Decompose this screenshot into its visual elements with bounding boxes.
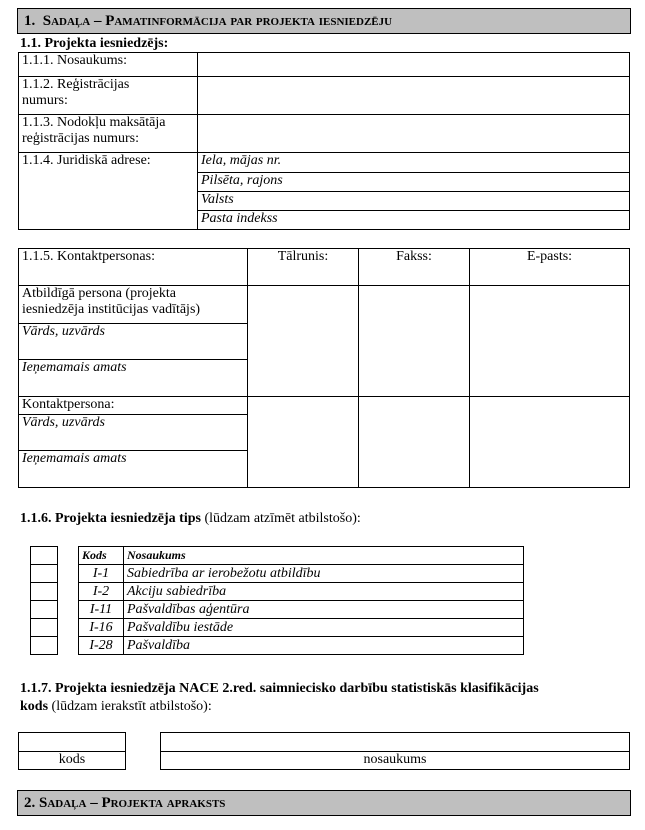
type-checkbox[interactable] xyxy=(31,565,58,583)
name-field[interactable] xyxy=(198,53,630,77)
nace-name-field[interactable] xyxy=(161,733,630,752)
responsible-position-field[interactable]: Ieņemamais amats xyxy=(19,360,248,397)
type-row: I-1 Sabiedrība ar ierobežotu atbildību xyxy=(79,565,524,583)
section-2-number: 2. xyxy=(24,795,36,811)
type-checkbox[interactable] xyxy=(31,547,58,565)
nace-name-box xyxy=(160,732,630,770)
section-1-title: Sadaļa – Pamatinformācija par projekta iesniedzēju xyxy=(42,13,393,29)
type-row: I-28 Pašvaldība xyxy=(79,637,524,655)
section-1-number: 1. xyxy=(24,13,36,29)
applicant-table xyxy=(18,52,630,230)
email-header: E-pasts: xyxy=(470,249,630,286)
contact-person-label: Kontaktpersona: xyxy=(19,397,248,415)
tax-number-label: 1.1.3. Nodokļu maksātāja reģistrācijas numurs: xyxy=(19,115,198,153)
country-field[interactable]: Valsts xyxy=(198,192,630,211)
section-2-title: Sadaļa – Projekta apraksts xyxy=(39,795,226,811)
type-checkbox[interactable] xyxy=(31,583,58,601)
applicant-type-heading: 1.1.6. Projekta iesniedzēja tips (lūdzam atzīmēt atbilstošo): xyxy=(20,511,361,526)
reg-number-label: 1.1.2. Reģistrācijas numurs: xyxy=(19,77,198,115)
nace-heading: 1.1.7. Projekta iesniedzēja NACE 2.red. saimniecisko darbību statistiskās klasifikācijas kods (lūdzam ierakstīt atbilstošo): xyxy=(20,681,539,714)
type-name-header: Nosaukums xyxy=(124,547,524,565)
responsible-phone-field[interactable] xyxy=(248,286,359,397)
nace-code-field[interactable] xyxy=(19,733,126,752)
responsible-name-field[interactable]: Vārds, uzvārds xyxy=(19,324,248,360)
contact-phone-field[interactable] xyxy=(248,397,359,488)
responsible-fax-field[interactable] xyxy=(359,286,470,397)
fax-header: Fakss: xyxy=(359,249,470,286)
name-label: 1.1.1. Nosaukums: xyxy=(19,53,198,77)
contact-name-field[interactable]: Vārds, uzvārds xyxy=(19,415,248,451)
type-row: I-16 Pašvaldību iestāde xyxy=(79,619,524,637)
applicant-heading: 1.1. Projekta iesniedzējs: xyxy=(20,36,169,51)
type-row: I-11 Pašvaldības aģentūra xyxy=(79,601,524,619)
contact-email-field[interactable] xyxy=(470,397,630,488)
responsible-email-field[interactable] xyxy=(470,286,630,397)
type-code-header: Kods xyxy=(79,547,124,565)
type-row: I-2 Akciju sabiedrība xyxy=(79,583,524,601)
type-checkbox[interactable] xyxy=(31,601,58,619)
reg-number-field[interactable] xyxy=(198,77,630,115)
contacts-header-label: 1.1.5. Kontaktpersonas: xyxy=(19,249,248,286)
postal-code-field[interactable]: Pasta indekss xyxy=(198,211,630,230)
street-field[interactable]: Iela, mājas nr. xyxy=(198,153,630,173)
type-checkbox-column xyxy=(30,546,58,655)
type-checkbox[interactable] xyxy=(31,637,58,655)
nace-code-label: kods xyxy=(19,752,126,770)
tax-number-field[interactable] xyxy=(198,115,630,153)
nace-code-box xyxy=(18,732,126,770)
section-1-banner xyxy=(17,8,631,34)
section-2-banner xyxy=(17,790,631,816)
phone-header: Tālrunis: xyxy=(248,249,359,286)
responsible-person-label: Atbildīgā persona (projekta iesniedzēja institūcijas vadītājs) xyxy=(19,286,248,324)
address-label: 1.1.4. Juridiskā adrese: xyxy=(19,153,198,230)
applicant-type-table xyxy=(78,546,524,655)
city-field[interactable]: Pilsēta, rajons xyxy=(198,173,630,192)
contact-position-field[interactable]: Ieņemamais amats xyxy=(19,451,248,488)
nace-name-label: nosaukums xyxy=(161,752,630,770)
type-checkbox[interactable] xyxy=(31,619,58,637)
contact-fax-field[interactable] xyxy=(359,397,470,488)
contacts-table xyxy=(18,248,630,488)
